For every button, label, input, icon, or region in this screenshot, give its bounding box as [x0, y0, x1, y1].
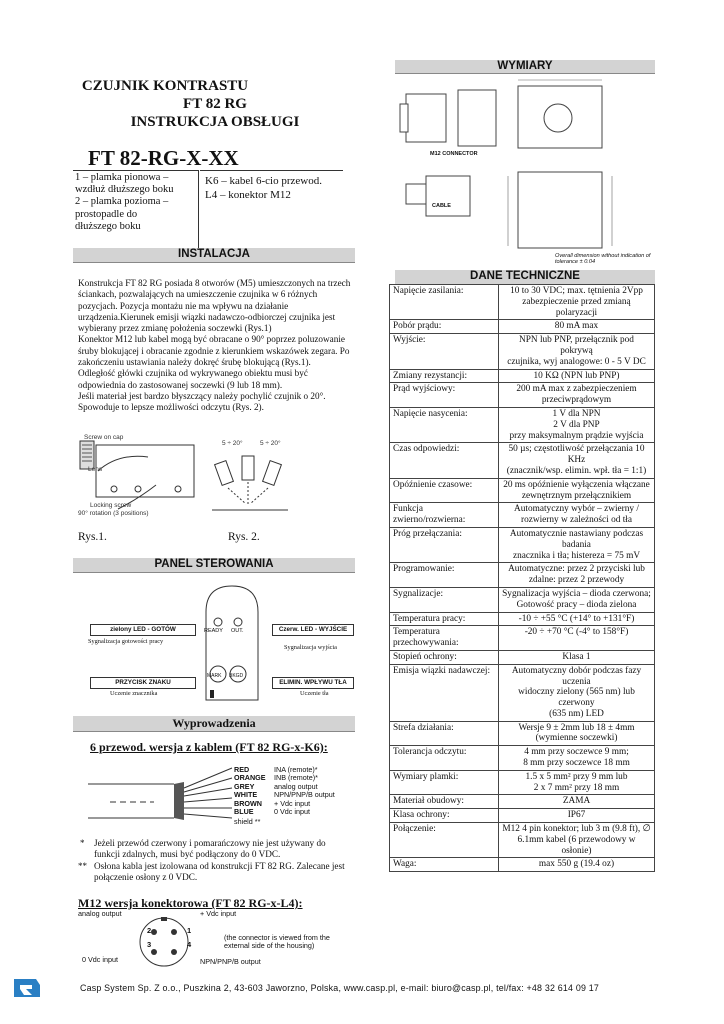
tech-value-line: czujnika, wyj analogowe: 0 - 5 V DC	[507, 356, 646, 367]
tech-row	[390, 334, 655, 369]
tech-row	[390, 527, 655, 562]
note-1-mark: *	[80, 838, 85, 848]
tech-value	[499, 770, 655, 795]
tech-value-line: Gotowość pracy – dioda zielona	[516, 599, 637, 610]
tech-value	[499, 612, 655, 626]
tech-row	[390, 809, 655, 823]
tech-row	[390, 407, 655, 442]
tech-row	[390, 369, 655, 383]
tech-value-line: zewnętrznym przełącznikiem	[521, 490, 632, 501]
model-code: FT 82-RG-X-XX	[88, 146, 239, 170]
footer-contact: Casp System Sp. Z o.o., Puszkina 2, 43-603 Jaworzno, Polska, www.casp.pl, e-mail: biuro@casp.pl, tel/fax: +48 32 614 09 17	[80, 983, 600, 993]
tech-value-line: widoczny zielony (565 nm) lub czerwony	[518, 687, 635, 709]
tech-value-line: 10 to 30 VDC; max. tętnienia 2Vpp	[510, 286, 643, 296]
dimensions-note: Overall dimension without indication of tolerance ± 0.04	[555, 253, 651, 265]
tech-row	[390, 612, 655, 626]
tech-label: Funkcja zwierno/rozwierna:	[390, 503, 499, 528]
cable-label: CABLE	[432, 203, 451, 209]
tech-value-line: 1 V dla NPN	[552, 408, 601, 419]
tech-value-line: 10 KΩ (NPN lub PNP)	[533, 370, 620, 381]
fig1-label-lens: Lens	[88, 466, 103, 473]
led-out-label: OUT.	[231, 628, 244, 634]
tech-row	[390, 503, 655, 528]
mark-button-label: PRZYCISK ZNAKU	[90, 677, 196, 689]
bkgd-button-label: ELIMIN. WPŁYWU TŁA	[272, 677, 354, 689]
tech-label: Wyjście:	[390, 334, 499, 369]
tech-value-line: NPN lub PNP, przełącznik pod pokrywą	[519, 335, 634, 356]
tech-row	[390, 563, 655, 588]
green-led-label: zielony LED - GOTÓW	[90, 624, 196, 636]
tech-row	[390, 823, 655, 858]
tech-value-line: zdalne: przez 2 przewody	[528, 575, 625, 586]
tech-row	[390, 858, 655, 872]
tech-row	[390, 746, 655, 771]
tech-value-line: 8 mm przy soczewce 18 mm	[523, 758, 630, 769]
tech-value	[499, 809, 655, 823]
bkgd-button[interactable]: BKGD	[229, 673, 244, 679]
tech-label: Strefa działania:	[390, 721, 499, 746]
tech-value	[499, 369, 655, 383]
tech-value	[499, 407, 655, 442]
tech-value-line: Sygnalizacja wyjścia – dioda czerwona;	[502, 588, 651, 599]
tech-value-line: (znacznik/wsp. elimin. wpł. tła = 1:1)	[506, 465, 647, 476]
section-wymiary: WYMIARY	[395, 60, 655, 74]
pin-4: 4	[187, 940, 192, 949]
tech-value	[499, 285, 655, 320]
note-2-mark: **	[78, 861, 87, 871]
title-line-1: CZUJNIK KONTRASTU	[81, 78, 249, 94]
red-led-label: Czerw. LED - WYJŚCIE	[272, 624, 354, 636]
pin-3: 3	[147, 940, 152, 949]
tech-value	[499, 746, 655, 771]
title-line-2: FT 82 RG	[183, 96, 247, 112]
tech-value-line: Wersje 9 ± 2mm lub 18 ± 4mm	[518, 722, 635, 733]
tech-value-line: Automatyczny dobór podczas fazy uczenia	[511, 665, 642, 687]
tech-value	[499, 527, 655, 562]
tech-label: Zmiany rezystancji:	[390, 369, 499, 383]
tech-value-line: max 550 g (19.4 oz)	[538, 859, 615, 870]
tech-value-line: rozwierny w zależności od tła	[521, 515, 632, 526]
mark-button[interactable]: MARK	[207, 673, 222, 679]
tech-label: Napięcie nasycenia:	[390, 407, 499, 442]
tech-row	[390, 587, 655, 612]
tech-row	[390, 721, 655, 746]
tech-label: Stopień ochrony:	[390, 650, 499, 664]
tech-row	[390, 383, 655, 408]
tech-label: Prąd wyjściowy:	[390, 383, 499, 408]
section-panel: PANEL STEROWANIA	[73, 558, 355, 573]
section-dane: DANE TECHNICZNE	[395, 270, 655, 285]
tech-value	[499, 626, 655, 651]
instalacja-text: Konstrukcja FT 82 RG posiada 8 otworów (M5) umieszczonych na trzech ściankach, pozwalających na umieszczenie czujnika w 6 różnych pozycjach. Pozycja montażu nie ma wpływu na działanie urządzenia.Kierunek emisji wiązki nadawczo-odbiorczej czujnika jest wybierany przez zmianę położenia soczewki (Rys.1) Konektor M12 lub kabel mogą być obracane o 90° poprzez poluzowanie śruby blokującej i obracanie zgodnie z kierunkiem wskazówek zegara. Po zakończeniu ustawiania należy dokręć śrubę blokującą (Rys.1). Odległość główki czujnika od wykrywanego obiektu musi być odpowiednia do zastosowanej soczewki (9 lub 18 mm). Jeśli materiał jest bardzo błyszczący należy pochylić czujnik o 20°. Spowoduje to lepsze możliwości odczytu (Rys. 2).	[78, 278, 351, 413]
tech-value	[499, 334, 655, 369]
tech-label: Opóźnienie czasowe:	[390, 478, 499, 503]
figure-2-caption: Rys. 2.	[228, 531, 260, 543]
tech-row	[390, 795, 655, 809]
tech-label: Tolerancja odczytu:	[390, 746, 499, 771]
tech-value	[499, 503, 655, 528]
tech-label: Klasa ochrony:	[390, 809, 499, 823]
tech-value	[499, 478, 655, 503]
tech-value-line: 6.1mm kabel (6 przewodowy w osłonie)	[517, 834, 636, 856]
tech-value-line: Automatyczny wybór – zwierny /	[514, 504, 639, 515]
fig2-angle-right: 5 ÷ 20°	[260, 440, 281, 447]
tech-value	[499, 823, 655, 858]
figure-1-caption: Rys.1.	[78, 531, 107, 543]
tech-label: Napięcie zasilania:	[390, 285, 499, 320]
wire-functions: INA (remote)* INB (remote)* analog output NPN/PNP/B output + Vdc input 0 Vdc input	[274, 765, 335, 817]
tech-value-line: -20 ÷ +70 °C (-4° to 158°F)	[524, 627, 629, 638]
bkgd-button-desc: Uczenie tła	[300, 690, 329, 697]
fig2-angle-left: 5 ÷ 20°	[222, 440, 243, 447]
wire-colors: RED ORANGE GREY WHITE BROWN BLUE	[234, 765, 266, 817]
title-line-3: INSTRUKCJA OBSŁUGI	[130, 114, 300, 130]
section-instalacja: INSTALACJA	[73, 248, 355, 263]
green-led-desc: Sygnalizacja gotowości pracy	[88, 638, 164, 645]
pin-npn-label: NPN/PNP/B output	[200, 957, 261, 966]
tech-value-line: 50 µs; częstotliwość przełączania 10 KHz	[508, 444, 645, 466]
tech-value-line: Automatyczne: przez 2 przyciski lub	[508, 564, 645, 575]
tech-value-line: 1.5 x 5 mm² przy 9 mm lub	[525, 771, 628, 782]
tech-value-line: ZAMA	[562, 796, 591, 807]
tech-value-line: (635 nm) LED	[549, 708, 604, 719]
tech-label: Czas odpowiedzi:	[390, 443, 499, 478]
tech-value-line: 200 mA max z zabezpieczeniem	[516, 384, 637, 395]
pin-1: 1	[187, 926, 192, 935]
note-1: Jeżeli przewód czerwony i pomarańczowy nie jest używany do funkcji zdalnych, musi być podłączony do 0 VDC.	[94, 838, 326, 860]
tech-label: Wymiary plamki:	[390, 770, 499, 795]
figure-2-drawing	[210, 444, 290, 519]
pin-2: 2	[147, 926, 152, 935]
tech-row	[390, 285, 655, 320]
tech-value-line: 2 x 7 mm² przy 18 mm	[533, 782, 620, 793]
tech-value	[499, 587, 655, 612]
section-wyprowadzenia: Wyprowadzenia	[73, 716, 355, 732]
tech-value-line: zabezpieczenie przed zmianą polaryzacji	[522, 296, 631, 318]
tech-value-line: 80 mA max	[554, 321, 599, 332]
tech-value	[499, 443, 655, 478]
pin-analog-label: analog output	[78, 909, 122, 918]
tech-value-line: Automatycznie nastawiany podczas badania	[509, 528, 644, 550]
tech-label: Emisja wiązki nadawczej:	[390, 664, 499, 721]
tech-value	[499, 563, 655, 588]
tech-label: Połączenie:	[390, 823, 499, 858]
pin-vdc-label: + Vdc input	[200, 909, 237, 918]
tech-label: Programowanie:	[390, 563, 499, 588]
m12-connector-drawing	[130, 912, 210, 972]
fig1-label-cap: Screw on cap	[84, 434, 124, 441]
red-led-desc: Sygnalizacja wyjścia	[284, 644, 337, 651]
tech-label: Próg przełączania:	[390, 527, 499, 562]
tech-value-line: Klasa 1	[562, 651, 591, 662]
variants-spot: 1 – plamka pionowa – wzdłuż dłuższego boku 2 – plamka pozioma – prostopadle do dłuższego boku	[75, 172, 174, 232]
tech-value-line: 2 V dla PNP	[553, 419, 600, 430]
tech-value-line: 20 ms opóźnienie wyłączenia włączane	[503, 479, 650, 490]
tech-value-line: (wymienne soczewki)	[535, 733, 618, 744]
m12-connector-label: M12 CONNECTOR	[430, 151, 478, 157]
tech-value-line: IP67	[567, 810, 586, 821]
tech-label: Materiał obudowy:	[390, 795, 499, 809]
tech-value	[499, 795, 655, 809]
tech-value-line: przeciwprądowym	[541, 395, 612, 406]
fig1-label-rotation: 90° rotation (3 positions)	[78, 510, 149, 517]
tech-row	[390, 320, 655, 334]
tech-row	[390, 650, 655, 664]
tech-row	[390, 770, 655, 795]
tech-value	[499, 650, 655, 664]
note-2: Osłona kabla jest izolowana od konstrukcji FT 82 RG. Zalecane jest połączenie osłony z 0 VDC.	[94, 861, 345, 883]
tech-label: Temperatura pracy:	[390, 612, 499, 626]
fig1-label-screw: Locking screw	[90, 502, 132, 509]
tech-row	[390, 443, 655, 478]
variants-connection: K6 – kabel 6-cio przewod. L4 – konektor M12	[205, 175, 322, 201]
led-ready-label: READY	[204, 628, 223, 634]
tech-value-line: 4 mm przy soczewce 9 mm;	[524, 747, 629, 758]
dimensions-drawing	[398, 76, 658, 266]
tech-row	[390, 478, 655, 503]
tech-value	[499, 858, 655, 872]
m12-version-title: M12 wersja konektorowa (FT 82 RG-x-L4):	[78, 896, 303, 910]
tech-row	[390, 626, 655, 651]
tech-value	[499, 664, 655, 721]
tech-label: Pobór prądu:	[390, 320, 499, 334]
cable-drawing	[84, 762, 234, 832]
tech-value-line: M12 4 pin konektor; lub 3 m (9.8 ft), ∅	[502, 824, 651, 835]
tech-value-line: przy maksymalnym prądzie wyjścia	[509, 430, 644, 441]
tech-label: Waga:	[390, 858, 499, 872]
casp-logo-icon	[10, 975, 44, 1001]
control-panel-drawing	[196, 582, 268, 706]
tech-value	[499, 383, 655, 408]
tech-value-line: znacznika i tła; histereza = 75 mV	[512, 550, 641, 561]
cable-version-title: 6 przewod. wersja z kablem (FT 82 RG-x-K6):	[90, 740, 328, 754]
connector-view-note: (the connector is viewed from the external side of the housing)	[224, 933, 330, 951]
tech-value	[499, 320, 655, 334]
tech-value-line: -10 ÷ +55 °C (+14° to +131°F)	[518, 613, 635, 624]
mark-button-desc: Uczenie znacznika	[110, 690, 158, 697]
tech-label: Temperatura przechowywania:	[390, 626, 499, 651]
shield-label: shield **	[234, 817, 261, 826]
tech-value	[499, 721, 655, 746]
tech-row	[390, 664, 655, 721]
tech-label: Sygnalizacje:	[390, 587, 499, 612]
tech-table	[389, 284, 655, 872]
pin-zero-label: 0 Vdc input	[82, 955, 118, 964]
